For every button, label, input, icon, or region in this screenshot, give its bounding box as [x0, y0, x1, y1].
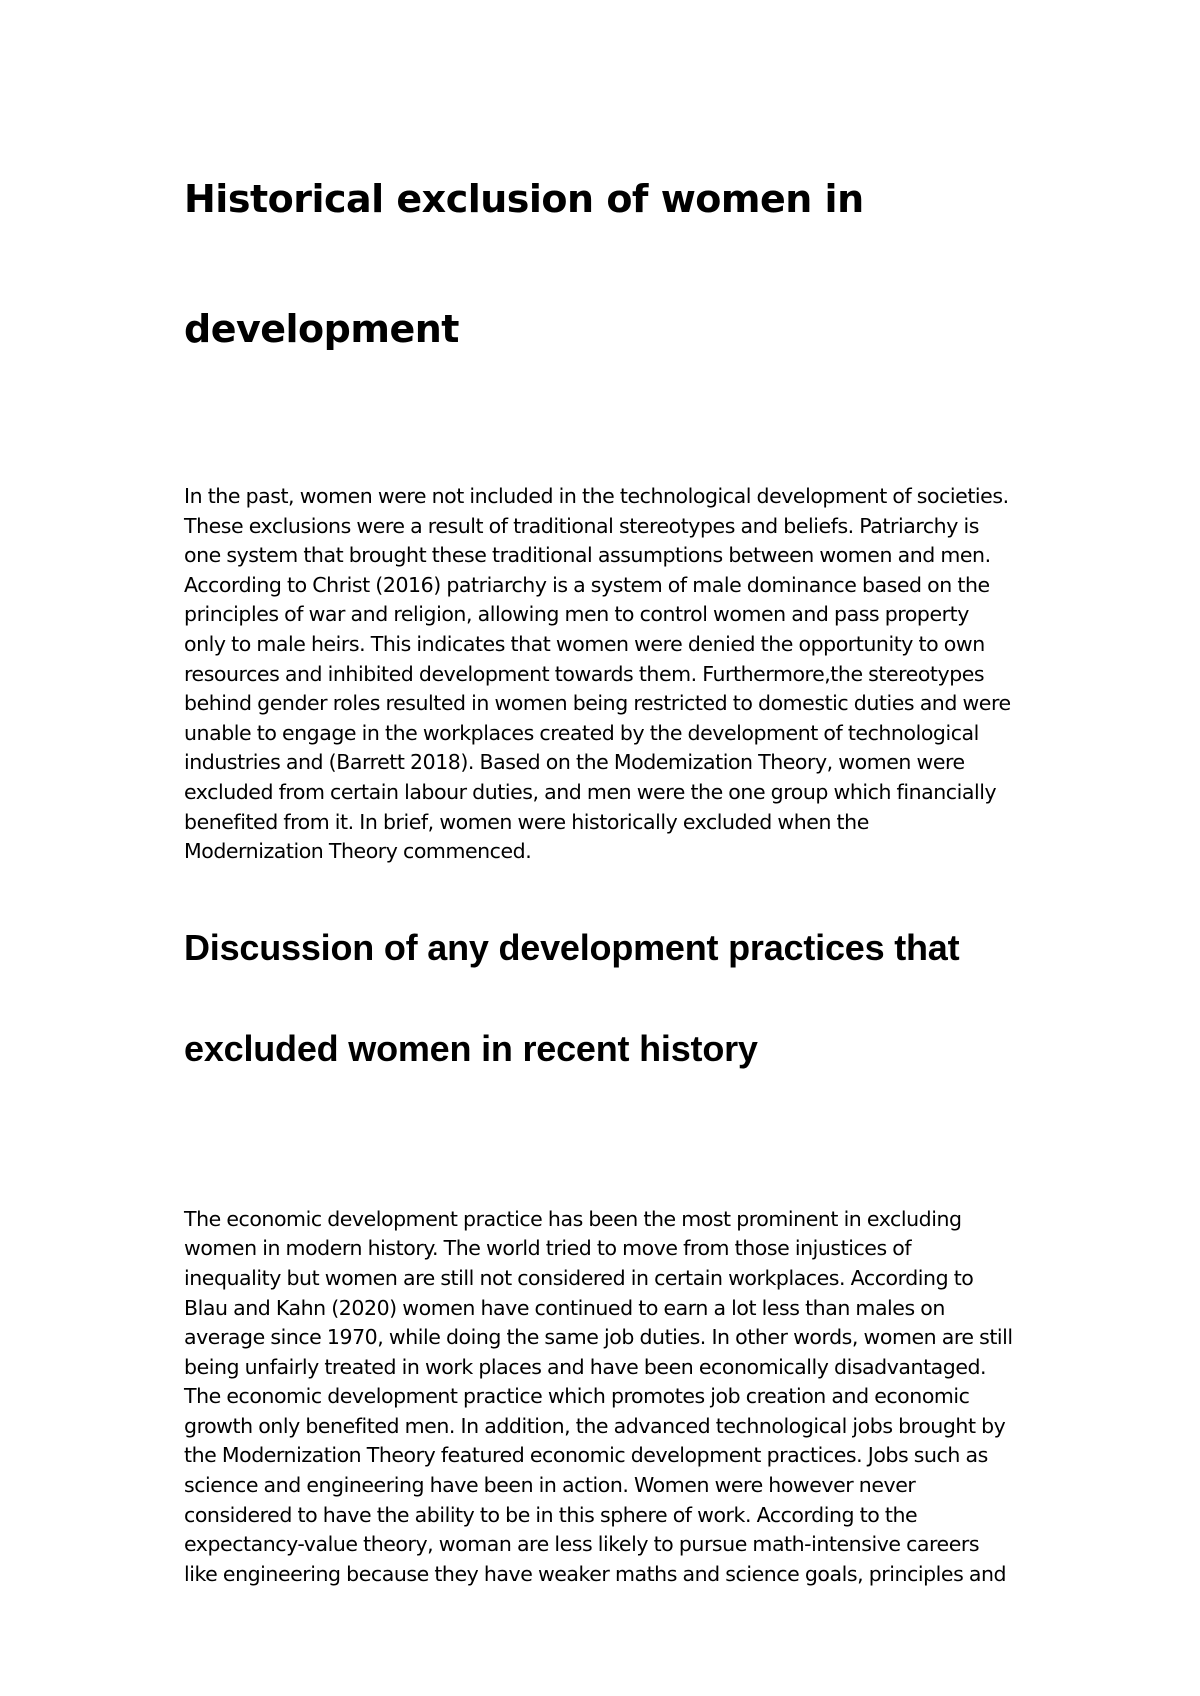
paragraph-line: According to Christ (2016) patriarchy is a system of male dominance based on the: [184, 572, 990, 597]
paragraph-line: science and engineering have been in action. Women were however never: [184, 1473, 916, 1498]
heading-development-practices: [184, 897, 1044, 1099]
heading-2-line: Discussion of any development practices that: [184, 926, 960, 968]
paragraph-line: average since 1970, while doing the same job duties. In other words, women are still: [184, 1325, 1013, 1350]
heading-1-line: Historical exclusion of women in: [184, 177, 864, 221]
paragraph-line: behind gender roles resulted in women being restricted to domestic duties and were: [184, 691, 1011, 716]
heading-2-line: excluded women in recent history: [184, 1027, 758, 1069]
paragraph-line: industries and (Barrett 2018). Based on the Modemization Theory, women were: [184, 750, 965, 775]
heading-historical-exclusion: [184, 134, 1044, 394]
paragraph-line: women in modern history. The world tried to move from those injustices of: [184, 1236, 912, 1261]
section-1: [184, 134, 1044, 867]
paragraph-line: considered to have the ability to be in this sphere of work. According to the: [184, 1502, 918, 1527]
paragraph-line: being unfairly treated in work places and have been economically disadvantaged.: [184, 1354, 987, 1379]
paragraph-line: growth only benefited men. In addition, the advanced technological jobs brought by: [184, 1413, 1006, 1438]
paragraph-line: principles of war and religion, allowing men to control women and pass property: [184, 602, 969, 627]
paragraph-line: inequality but women are still not considered in certain workplaces. According to: [184, 1265, 974, 1290]
paragraph-line: one system that brought these traditional assumptions between women and men.: [184, 543, 991, 568]
section-2: [184, 897, 1044, 1590]
paragraph-line: like engineering because they have weaker maths and science goals, principles and: [184, 1561, 1007, 1586]
paragraph-line: unable to engage in the workplaces created by the development of technological: [184, 720, 979, 745]
paragraph-line: excluded from certain labour duties, and men were the one group which financially: [184, 779, 997, 804]
paragraph-line: The economic development practice which promotes job creation and economic: [184, 1384, 970, 1409]
paragraph-development-practices: [184, 1205, 1044, 1590]
document-content: [184, 177, 1044, 1589]
paragraph-line: In the past, women were not included in the technological development of societies.: [184, 484, 1009, 508]
paragraph-line: These exclusions were a result of traditional stereotypes and beliefs. Patriarchy is: [184, 513, 979, 538]
paragraph-historical-exclusion: [184, 482, 1044, 867]
heading-1-line: development: [184, 307, 459, 351]
paragraph-line: Modernization Theory commenced.: [184, 839, 532, 864]
paragraph-line: benefited from it. In brief, women were historically excluded when the: [184, 809, 869, 834]
paragraph-line: expectancy-value theory, woman are less likely to pursue math-intensive careers: [184, 1532, 980, 1557]
paragraph-line: resources and inhibited development towards them. Furthermore,the stereotypes: [184, 661, 985, 686]
paragraph-line: the Modernization Theory featured economic development practices. Jobs such as: [184, 1443, 988, 1468]
paragraph-line: only to male heirs. This indicates that women were denied the opportunity to own: [184, 631, 985, 656]
paragraph-line: Blau and Kahn (2020) women have continued to earn a lot less than males on: [184, 1295, 945, 1320]
paragraph-line: The economic development practice has been the most prominent in excluding: [184, 1206, 962, 1231]
